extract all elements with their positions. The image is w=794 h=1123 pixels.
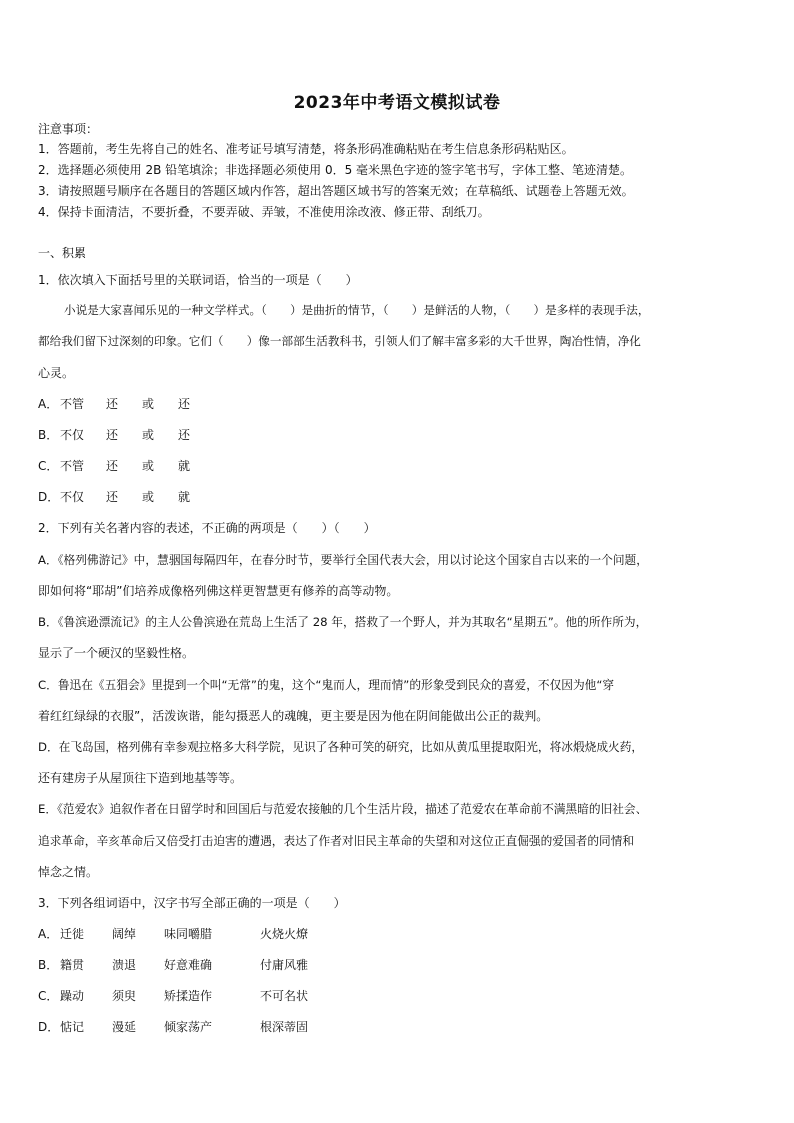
option-word: 就: [178, 490, 191, 504]
option-word: 火烧火燎: [260, 927, 309, 941]
option-word: 溃退: [112, 958, 137, 972]
option-word: 还: [178, 428, 191, 442]
option-label: B．: [38, 958, 59, 972]
question-1-passage-line: 小说是大家喜闻乐见的一种文学样式。（ ）是曲折的情节，（ ）是鲜活的人物，（ ）是多样的表现手法，: [64, 303, 650, 317]
option-word: 不仅: [60, 490, 85, 504]
option-label: A．: [38, 397, 59, 411]
option-label: C．: [38, 459, 59, 473]
notice-item: 1．答题前，考生先将自己的姓名、准考证号填写清楚，将条形码准确粘贴在考生信息条形码粘贴区。: [38, 142, 574, 156]
option-word: 还: [106, 397, 119, 411]
option-word: 或: [142, 459, 155, 473]
option-label: D．: [38, 1020, 60, 1034]
option-word: 迁徙: [60, 927, 85, 941]
option-word: 须臾: [112, 989, 137, 1003]
notice-heading: 注意事项：: [38, 122, 99, 136]
question-3-option-c[interactable]: [38, 988, 308, 1004]
notice-item: 3．请按照题号顺序在各题目的答题区域内作答，超出答题区域书写的答案无效；在草稿纸、试题卷上答题无效。: [38, 184, 634, 198]
question-3-option-d[interactable]: [38, 1019, 308, 1035]
question-3-stem: 3．下列各组词语中，汉字书写全部正确的一项是（ ）: [38, 896, 346, 910]
option-word: 好意难确: [164, 958, 213, 972]
option-word: 还: [106, 490, 119, 504]
exam-title: 2023年中考语文模拟试卷: [293, 93, 501, 113]
option-word: 或: [142, 397, 155, 411]
option-label: C．: [38, 989, 59, 1003]
option-word: 躁动: [60, 989, 85, 1003]
option-word: 漫延: [112, 1020, 137, 1034]
question-2-option-c-line: 着红红绿绿的衣服”，活泼诙谐，能勾摄恶人的魂魄，更主要是因为他在阴间能做出公正的裁判。: [38, 709, 549, 723]
notice-item: 4．保持卡面清洁，不要折叠，不要弄破、弄皱，不准使用涂改液、修正带、刮纸刀。: [38, 205, 490, 219]
option-word: 还: [106, 459, 119, 473]
question-2-option-c-line: C．鲁迅在《五猖会》里提到一个叫“无常”的鬼，这个“鬼而人，理而情”的形象受到民众的喜爱，不仅因为他“穿: [38, 678, 615, 692]
option-word: 不管: [60, 397, 85, 411]
option-word: 还: [178, 397, 191, 411]
option-word: 味同嚼腊: [164, 927, 213, 941]
option-word: 矫揉造作: [164, 989, 213, 1003]
option-word: 或: [142, 490, 155, 504]
question-1-option-a[interactable]: [38, 396, 190, 412]
option-word: 不可名状: [260, 989, 309, 1003]
notice-item: 2．选择题必须使用 2B 铅笔填涂；非选择题必须使用 0．5 毫米黑色字迹的签字笔书写，字体工整、笔迹清楚。: [38, 163, 633, 177]
option-word: 惦记: [60, 1020, 85, 1034]
option-label: D．: [38, 490, 60, 504]
option-label: A．: [38, 927, 59, 941]
option-word: 或: [142, 428, 155, 442]
question-1-passage-line: 都给我们留下过深刻的印象。它们（ ）像一部部生活教科书，引领人们了解丰富多彩的大千世界，陶冶性情，净化: [38, 334, 641, 348]
option-word: 不仅: [60, 428, 85, 442]
option-word: 籍贯: [60, 958, 85, 972]
option-word: 付庸风雅: [260, 958, 309, 972]
question-2-stem: 2．下列有关名著内容的表述，不正确的两项是（ ）（ ）: [38, 521, 376, 535]
question-1-stem: 1．依次填入下面括号里的关联词语，恰当的一项是（ ）: [38, 273, 358, 287]
option-word: 就: [178, 459, 191, 473]
option-word: 倾家荡产: [164, 1020, 213, 1034]
question-2-option-a-line: A．《格列佛游记》中，慧骃国每隔四年，在春分时节，要举行全国代表大会，用以讨论这个国家自古以来的一个问题，: [38, 553, 648, 567]
question-2-option-e-line: E．《范爱农》追叙作者在日留学时和回国后与范爱农接触的几个生活片段，描述了范爱农在革命前不满黑暗的旧社会、: [38, 802, 648, 816]
question-3-option-a[interactable]: [38, 926, 308, 942]
section-heading: 一、积累: [38, 246, 87, 260]
option-word: 不管: [60, 459, 85, 473]
question-1-option-c[interactable]: [38, 458, 190, 474]
question-1-passage-line: 心灵。: [38, 366, 75, 380]
question-2-option-a-line: 即如何将“耶胡”们培养成像格列佛这样更智慧更有修养的高等动物。: [38, 584, 399, 598]
question-1-option-d[interactable]: [38, 489, 190, 505]
option-word: 根深蒂固: [260, 1020, 309, 1034]
question-1-option-b[interactable]: [38, 427, 190, 443]
question-3-option-b[interactable]: [38, 957, 308, 973]
question-2-option-d-line: D．在飞岛国，格列佛有幸参观拉格多大科学院，见识了各种可笑的研究，比如从黄瓜里提取阳光，将冰煅烧成火药，: [38, 740, 644, 754]
question-2-option-e-line: 悼念之情。: [38, 865, 99, 879]
question-2-option-b-line: B．《鲁滨逊漂流记》的主人公鲁滨逊在荒岛上生活了 28 年，搭救了一个野人，并为其取名“星期五”。他的所作所为，: [38, 615, 648, 629]
option-word: 阔绰: [112, 927, 137, 941]
question-2-option-e-line: 追求革命，辛亥革命后又倍受打击迫害的遭遇，表达了作者对旧民主革命的失望和对这位正直倔强的爱国者的同情和: [38, 834, 635, 848]
question-2-option-d-line: 还有建房子从屋顶往下造到地基等等。: [38, 771, 243, 785]
option-label: B．: [38, 428, 59, 442]
option-word: 还: [106, 428, 119, 442]
question-2-option-b-line: 显示了一个硬汉的坚毅性格。: [38, 646, 195, 660]
